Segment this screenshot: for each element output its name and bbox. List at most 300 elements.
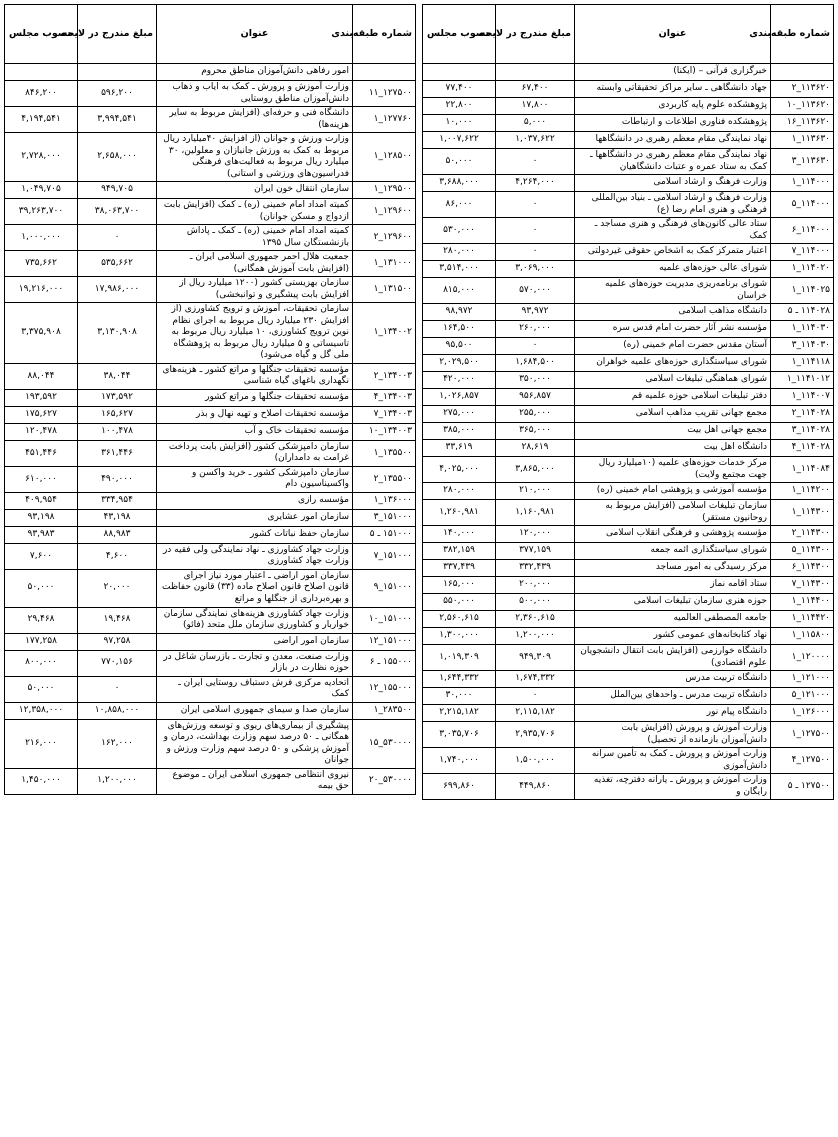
cell-approved: ۳۹,۲۶۳,۷۰۰ — [5, 199, 78, 225]
cell-title: وزارت ورزش و جوانان (از افزایش ۴۰میلیارد ریال مربوط به کمک به ورزش جانبازان و معلولین، ۳۰ میلیارد ریال مربوط به فعالیت‌های فرهنگی فدراسیون‌های ورزشی و استانی) — [157, 133, 353, 182]
cell-bill-amount: ۳۶۵,۰۰۰ — [496, 423, 575, 440]
table-row — [423, 594, 834, 611]
cell-code: ۱۱۴۰۳۰_۳ — [771, 338, 834, 355]
cell-title: سازمان صدا و سیمای جمهوری اسلامی ایران — [157, 702, 353, 719]
cell-title: سازمان دامپزشکی کشور (افزایش بابت پرداخت غرامت به دامداران) — [157, 440, 353, 466]
cell-code: ۱۳۱۰۰۰_۱ — [353, 251, 416, 277]
budget-table-right — [422, 4, 834, 800]
cell-approved: ۲,۵۶۰,۶۱۵ — [423, 611, 496, 628]
cell-approved: ۱۰,۰۰۰ — [423, 115, 496, 132]
cell-code: ۱۲۱۰۰۰_۱ — [771, 671, 834, 688]
cell-code: ۱۱۳۶۲۰_۱۰ — [771, 98, 834, 115]
cell-title: وزارت آموزش و پرورش (افزایش بابت دانش‌آموزان بازمانده از تحصیل) — [575, 722, 771, 748]
cell-title: شورای هماهنگی تبلیغات اسلامی — [575, 372, 771, 389]
table-row — [5, 440, 416, 466]
table-row — [5, 423, 416, 440]
table-row — [423, 500, 834, 526]
cell-bill-amount: ۵۷۰,۰۰۰ — [496, 278, 575, 304]
table-row — [423, 192, 834, 218]
cell-approved: ۷۳۵,۶۶۲ — [5, 251, 78, 277]
table-row — [5, 277, 416, 303]
cell-code: ۱۳۱۵۰۰_۱ — [353, 277, 416, 303]
cell-title: خبرگزاری قرآنی – (ایکنا) — [575, 64, 771, 81]
table-row — [423, 261, 834, 278]
cell-code: ۵۳۰۰۰۰_۱۵ — [353, 719, 416, 768]
cell-code: ۱۱۴۰۲۸ ـ ۵ — [771, 304, 834, 321]
table-row — [423, 304, 834, 321]
cell-approved: ۱۲۰,۴۷۸ — [5, 423, 78, 440]
cell-approved: ۲,۰۲۹,۵۰۰ — [423, 355, 496, 372]
cell-title: پژوهشکده فناوری اطلاعات و ارتباطات — [575, 115, 771, 132]
cell-bill-amount: ۱,۱۶۰,۹۸۱ — [496, 500, 575, 526]
cell-code: ۱۱۴۰۰۰_۷ — [771, 244, 834, 261]
cell-code: ۱۵۵۰۰۰ ـ ۶ — [353, 650, 416, 676]
cell-code: ۱۱۴۲۰۰_۱ — [771, 483, 834, 500]
cell-bill-amount: ۳,۰۶۹,۰۰۰ — [496, 261, 575, 278]
cell-bill-amount: ۳۸,۰۴۴ — [78, 363, 157, 389]
cell-bill-amount: ۱,۰۳۷,۶۲۲ — [496, 132, 575, 149]
cell-bill-amount: ۹۴۹,۳۰۹ — [496, 645, 575, 671]
cell-title: کمیته امداد امام خمینی (ره) ـ کمک (افزایش بابت ازدواج و مسکن جوانان) — [157, 199, 353, 225]
header-approved: مصوب مجلس — [423, 5, 496, 64]
cell-bill-amount: ۴,۲۶۴,۰۰۰ — [496, 175, 575, 192]
cell-bill-amount — [78, 64, 157, 81]
table-row — [5, 199, 416, 225]
cell-approved: ۱۶۵,۰۰۰ — [423, 577, 496, 594]
cell-code: ۱۱۴۴۲۰_۱ — [771, 611, 834, 628]
cell-bill-amount: ۰ — [496, 688, 575, 705]
cell-code: ۱۱۴۳۰۰_۶ — [771, 560, 834, 577]
cell-code: ۱۳۴۰۰۳_۲ — [353, 363, 416, 389]
cell-approved: ۱۷۵,۶۲۷ — [5, 406, 78, 423]
table-row — [5, 607, 416, 633]
table-row — [423, 671, 834, 688]
table-row — [5, 133, 416, 182]
table-row — [423, 688, 834, 705]
cell-code: ۱۲۰۰۰۰_۱ — [771, 645, 834, 671]
cell-code: ۱۱۴۰۲۸_۲ — [771, 406, 834, 423]
table-row — [423, 457, 834, 483]
cell-approved: ۱,۶۴۴,۳۳۲ — [423, 671, 496, 688]
cell-title: مؤسسه آموزشی و پژوهشی امام خمینی (ره) — [575, 483, 771, 500]
cell-code: ۱۲۶۰۰۰_۱ — [771, 705, 834, 722]
cell-code: ۱۱۴۳۰۰_۱ — [771, 500, 834, 526]
cell-approved: ۵۰,۰۰۰ — [5, 569, 78, 607]
cell-code: ۱۱۴۱۰۱۲_۱ — [771, 372, 834, 389]
cell-title: مؤسسه تحقیقات اصلاح و تهیه نهال و بذر — [157, 406, 353, 423]
cell-bill-amount: ۱۰۰,۴۷۸ — [78, 423, 157, 440]
cell-approved: ۸۴۶,۲۰۰ — [5, 81, 78, 107]
cell-bill-amount: ۹۴۹,۷۰۵ — [78, 182, 157, 199]
cell-title: مجمع جهانی اهل بیت — [575, 423, 771, 440]
cell-approved: ۱,۳۰۰,۰۰۰ — [423, 628, 496, 645]
cell-code: ۱۲۷۵۰۰_۱ — [771, 722, 834, 748]
cell-bill-amount: ۰ — [496, 338, 575, 355]
cell-approved: ۹۸,۹۷۲ — [423, 304, 496, 321]
cell-bill-amount: ۱۶۲,۰۰۰ — [78, 719, 157, 768]
table-row — [423, 389, 834, 406]
table-row — [423, 338, 834, 355]
cell-bill-amount: ۳۶۱,۴۴۶ — [78, 440, 157, 466]
table-row — [5, 107, 416, 133]
cell-approved: ۹۳,۹۸۳ — [5, 526, 78, 543]
table-row — [423, 423, 834, 440]
cell-title: مؤسسه پژوهشی و فرهنگی انقلاب اسلامی — [575, 526, 771, 543]
cell-approved: ۵۰,۰۰۰ — [5, 676, 78, 702]
table-row — [423, 278, 834, 304]
cell-bill-amount: ۵۹۶,۲۰۰ — [78, 81, 157, 107]
cell-bill-amount: ۳۳۲,۴۳۹ — [496, 560, 575, 577]
cell-bill-amount: ۵,۰۰۰ — [496, 115, 575, 132]
cell-code: ۱۲۹۶۰۰_۱ — [353, 199, 416, 225]
cell-approved: ۱۹,۲۱۶,۰۰۰ — [5, 277, 78, 303]
cell-approved: ۶۱۰,۰۰۰ — [5, 466, 78, 492]
cell-bill-amount: ۲,۶۵۸,۰۰۰ — [78, 133, 157, 182]
cell-approved: ۱,۰۱۹,۳۰۹ — [423, 645, 496, 671]
cell-title: نیروی انتظامی جمهوری اسلامی ایران ـ موضوع حق بیمه — [157, 768, 353, 794]
cell-title: وزارت فرهنگ و ارشاد اسلامی — [575, 175, 771, 192]
cell-title: آستان مقدس حضرت امام خمینی (ره) — [575, 338, 771, 355]
cell-code: ۵۳۰۰۰۰_۲۰ — [353, 768, 416, 794]
cell-bill-amount: ۲۱۰,۰۰۰ — [496, 483, 575, 500]
cell-code: ۱۳۴۰۰۲_۱ — [353, 303, 416, 364]
cell-title: سازمان حفظ نباتات کشور — [157, 526, 353, 543]
cell-title: مجمع جهانی تقریب مذاهب اسلامی — [575, 406, 771, 423]
cell-approved: ۱۹۳,۵۹۲ — [5, 389, 78, 406]
cell-bill-amount: ۲۰,۰۰۰ — [78, 569, 157, 607]
cell-bill-amount: ۸۸,۹۸۳ — [78, 526, 157, 543]
cell-code: ۱۲۷۵۰۰_۱۱ — [353, 81, 416, 107]
cell-title: جمعیت هلال احمر جمهوری اسلامی ایران ـ (افزایش بابت آموزش همگانی) — [157, 251, 353, 277]
cell-approved: ۵۳۰,۰۰۰ — [423, 218, 496, 244]
table-row — [5, 509, 416, 526]
cell-title: شورای سیاستگذاری حوزه‌های علمیه خواهران — [575, 355, 771, 372]
cell-code: ۱۱۴۰۰۰_۱ — [771, 175, 834, 192]
cell-approved: ۴۵۱,۴۴۶ — [5, 440, 78, 466]
table-row — [5, 64, 416, 81]
cell-title: دفتر تبلیغات اسلامی حوزه علمیه قم — [575, 389, 771, 406]
table-row — [423, 577, 834, 594]
cell-code: ۱۱۵۸۰۰_۱ — [771, 628, 834, 645]
cell-bill-amount: ۴۹۰,۰۰۰ — [78, 466, 157, 492]
cell-bill-amount: ۷۷۰,۱۵۶ — [78, 650, 157, 676]
header-bill-amount: مبلغ مندرج در لایحه — [496, 5, 575, 64]
cell-code — [353, 64, 416, 81]
cell-title: دانشگاه مذاهب اسلامی — [575, 304, 771, 321]
cell-approved: ۳,۶۸۸,۰۰۰ — [423, 175, 496, 192]
cell-title: وزارت صنعت، معدن و تجارت ـ بازرسان شاغل در حوزه نظارت در بازار — [157, 650, 353, 676]
cell-approved: ۶۹۹,۸۶۰ — [423, 774, 496, 800]
cell-code: ۱۵۱۰۰۰ ـ ۵ — [353, 526, 416, 543]
cell-approved: ۱۷۷,۲۵۸ — [5, 633, 78, 650]
header-code: شماره طبقه‌بندی — [771, 5, 834, 64]
cell-approved: ۲۹,۴۶۸ — [5, 607, 78, 633]
cell-approved: ۷,۶۰۰ — [5, 543, 78, 569]
cell-title: دانشگاه خوارزمی (افزایش بابت انتقال دانشجویان علوم اقتصادی) — [575, 645, 771, 671]
table-row — [423, 440, 834, 457]
cell-title: مرکز خدمات حوزه‌های علمیه (۱۰میلیارد ریال جهت مجتمع ولایت) — [575, 457, 771, 483]
cell-approved: ۱,۴۵۰,۰۰۰ — [5, 768, 78, 794]
cell-title: مؤسسه تحقیقات جنگلها و مراتع کشور — [157, 389, 353, 406]
cell-bill-amount: ۲,۹۳۵,۷۰۶ — [496, 722, 575, 748]
cell-approved: ۱,۰۰۰,۰۰۰ — [5, 225, 78, 251]
table-row — [5, 492, 416, 509]
cell-code: ۱۵۱۰۰۰_۱۰ — [353, 607, 416, 633]
table-row — [423, 115, 834, 132]
cell-bill-amount: ۱۶۵,۶۲۷ — [78, 406, 157, 423]
cell-approved: ۱,۰۰۷,۶۲۲ — [423, 132, 496, 149]
cell-bill-amount: ۰ — [496, 218, 575, 244]
cell-title: مؤسسه رازی — [157, 492, 353, 509]
table-row — [5, 225, 416, 251]
cell-code: ۱۳۶۰۰۰_۱ — [353, 492, 416, 509]
cell-approved: ۳۳۷,۴۳۹ — [423, 560, 496, 577]
cell-approved — [5, 64, 78, 81]
table-row — [423, 81, 834, 98]
cell-bill-amount: ۱,۵۰۰,۰۰۰ — [496, 748, 575, 774]
table-row — [5, 702, 416, 719]
header-title: عنوان — [157, 5, 353, 64]
cell-title: وزارت جهاد کشاورزی هزینه‌های نمایندگی سازمان خواربار و کشاورزی سازمان ملل متحد (فائو) — [157, 607, 353, 633]
cell-bill-amount: ۰ — [496, 244, 575, 261]
cell-code: ۱۲۱۰۰۰_۵ — [771, 688, 834, 705]
cell-approved: ۲۱۶,۰۰۰ — [5, 719, 78, 768]
cell-bill-amount: ۱۲۰,۰۰۰ — [496, 526, 575, 543]
table-row — [423, 748, 834, 774]
table-row — [423, 705, 834, 722]
cell-title: مرکز رسیدگی به امور مساجد — [575, 560, 771, 577]
cell-bill-amount: ۲۸,۶۱۹ — [496, 440, 575, 457]
cell-title: نهاد نمایندگی مقام معظم رهبری در دانشگاهها — [575, 132, 771, 149]
cell-code: ۱۱۴۰۰۷_۱ — [771, 389, 834, 406]
cell-code: ۱۳۴۰۰۳_۱۰ — [353, 423, 416, 440]
cell-approved: ۱۲,۳۵۸,۰۰۰ — [5, 702, 78, 719]
table-row — [423, 543, 834, 560]
cell-approved: ۳۸۵,۰۰۰ — [423, 423, 496, 440]
cell-title: سازمان تحقیقات، آموزش و ترویج کشاورزی (از افزایش ۲۳۰ میلیارد ریال مربوط به اجرای نظام نوین ترویج کشاورزی، ۱۰ میلیارد ریال مربوط به تاسیساتی و ۵ میلیارد ریال مربوط به پژوهشگاه ملی گل و گیاه می‌شود) — [157, 303, 353, 364]
cell-code: ۱۳۴۰۰۳_۴ — [353, 389, 416, 406]
cell-code: ۱۵۱۰۰۰_۱۲ — [353, 633, 416, 650]
cell-title: دانشگاه تربیت مدرس ـ واحدهای بین‌الملل — [575, 688, 771, 705]
cell-title: سازمان امور اراضی ـ اعتبار مورد نیاز اجرای قانون اصلاح قانون اصلاح ماده (۳۳) قانون حفاظت و بهره‌برداری از جنگلها و مراتع — [157, 569, 353, 607]
cell-approved: ۳,۳۷۵,۹۰۸ — [5, 303, 78, 364]
cell-code: ۱۲۷۵۰۰_۴ — [771, 748, 834, 774]
cell-bill-amount: ۲۶۰,۰۰۰ — [496, 321, 575, 338]
cell-bill-amount: ۴۳,۱۹۸ — [78, 509, 157, 526]
table-row — [423, 355, 834, 372]
header-approved: مصوب مجلس — [5, 5, 78, 64]
cell-bill-amount: ۹۳,۹۷۲ — [496, 304, 575, 321]
cell-bill-amount: ۱۷,۹۸۶,۰۰۰ — [78, 277, 157, 303]
cell-title: دانشگاه تربیت مدرس — [575, 671, 771, 688]
table-row — [423, 645, 834, 671]
cell-code: ۱۳۵۵۰۰_۱ — [353, 440, 416, 466]
table-row — [5, 543, 416, 569]
cell-bill-amount: ۲۵۵,۰۰۰ — [496, 406, 575, 423]
cell-title: حوزه هنری سازمان تبلیغات اسلامی — [575, 594, 771, 611]
cell-code: ۱۱۴۳۰۰_۵ — [771, 543, 834, 560]
cell-bill-amount: ۱,۶۷۴,۳۳۲ — [496, 671, 575, 688]
cell-bill-amount: ۳۷۷,۱۵۹ — [496, 543, 575, 560]
cell-code: ۱۱۴۳۰۰_۷ — [771, 577, 834, 594]
table-row — [423, 132, 834, 149]
cell-bill-amount: ۱۰,۸۵۸,۰۰۰ — [78, 702, 157, 719]
cell-bill-amount: ۲,۳۶۰,۶۱۵ — [496, 611, 575, 628]
cell-title: سازمان تبلیغات اسلامی (افزایش مربوط به روحانیون مستقر) — [575, 500, 771, 526]
cell-approved: ۴۰۹,۹۵۴ — [5, 492, 78, 509]
cell-approved: ۱۴۰,۰۰۰ — [423, 526, 496, 543]
table-header — [5, 5, 416, 64]
cell-bill-amount: ۲۰۰,۰۰۰ — [496, 577, 575, 594]
cell-code: ۱۲۷۵۰۰ ـ ۵ — [771, 774, 834, 800]
cell-title: جهاد دانشگاهی ـ سایر مراکز تحقیقاتی وابسته — [575, 81, 771, 98]
table-row — [5, 251, 416, 277]
cell-title: اتحادیه مرکزی فرش دستباف روستایی ایران ـ کمک — [157, 676, 353, 702]
cell-bill-amount: ۰ — [78, 676, 157, 702]
cell-code: ۱۱۴۰۲۸_۴ — [771, 440, 834, 457]
cell-code: ۱۳۵۵۰۰_۲ — [353, 466, 416, 492]
cell-approved: ۲۸۰,۰۰۰ — [423, 483, 496, 500]
cell-approved: ۸۰۰,۰۰۰ — [5, 650, 78, 676]
cell-approved: ۱,۰۲۶,۸۵۷ — [423, 389, 496, 406]
cell-title: سازمان امور عشایری — [157, 509, 353, 526]
cell-title: شورای سیاستگذاری ائمه جمعه — [575, 543, 771, 560]
cell-title: دانشگاه پیام نور — [575, 705, 771, 722]
cell-code — [771, 64, 834, 81]
cell-approved: ۱۶۴,۵۰۰ — [423, 321, 496, 338]
cell-title: وزارت جهاد کشاورزی ـ نهاد نمایندگی ولی فقیه در وزارت جهاد کشاورزی — [157, 543, 353, 569]
table-row — [5, 633, 416, 650]
cell-approved: ۴,۰۲۵,۰۰۰ — [423, 457, 496, 483]
cell-code: ۱۱۴۴۰۰_۱ — [771, 594, 834, 611]
cell-code: ۱۱۴۰۳۰_۱ — [771, 321, 834, 338]
cell-approved: ۲,۲۱۵,۱۸۲ — [423, 705, 496, 722]
cell-code: ۲۸۳۵۰۰_۱ — [353, 702, 416, 719]
cell-approved: ۹۵,۵۰۰ — [423, 338, 496, 355]
cell-title: ستاد عالی کانون‌های فرهنگی و هنری مساجد ـ کمک — [575, 218, 771, 244]
table-row — [423, 526, 834, 543]
cell-title: وزارت فرهنگ و ارشاد اسلامی ـ بنیاد بین‌المللی فرهنگی و هنری امام رضا (ع) — [575, 192, 771, 218]
cell-code: ۱۱۴۰۰۰_۶ — [771, 218, 834, 244]
table-row — [5, 526, 416, 543]
cell-approved: ۹۳,۱۹۸ — [5, 509, 78, 526]
table-row — [423, 628, 834, 645]
header-title: عنوان — [575, 5, 771, 64]
cell-bill-amount: ۳۳۴,۹۵۴ — [78, 492, 157, 509]
cell-bill-amount: ۱,۶۸۴,۵۰۰ — [496, 355, 575, 372]
cell-approved: ۲۷۵,۰۰۰ — [423, 406, 496, 423]
cell-approved: ۱,۷۴۰,۰۰۰ — [423, 748, 496, 774]
table-row — [423, 560, 834, 577]
cell-bill-amount: ۳۸,۰۶۳,۷۰۰ — [78, 199, 157, 225]
cell-title: ستاد اقامه نماز — [575, 577, 771, 594]
cell-code: ۱۱۳۶۲۰_۲ — [771, 81, 834, 98]
cell-code: ۱۱۴۱۱۸_۱ — [771, 355, 834, 372]
table-row — [5, 389, 416, 406]
cell-bill-amount: ۱۷,۸۰۰ — [496, 98, 575, 115]
cell-approved: ۲,۷۲۸,۰۰۰ — [5, 133, 78, 182]
cell-code: ۱۳۴۰۰۳_۷ — [353, 406, 416, 423]
cell-approved: ۵۵۰,۰۰۰ — [423, 594, 496, 611]
cell-title: سازمان امور اراضی — [157, 633, 353, 650]
cell-title: دانشگاه فنی و حرفه‌ای (افزایش مربوط به سایر هزینه‌ها) — [157, 107, 353, 133]
cell-bill-amount: ۳۵۰,۰۰۰ — [496, 372, 575, 389]
table-row — [5, 303, 416, 364]
table-header — [423, 5, 834, 64]
cell-title: شورای برنامه‌ریزی مدیریت حوزه‌های علمیه خراسان — [575, 278, 771, 304]
cell-title: سازمان انتقال خون ایران — [157, 182, 353, 199]
cell-code: ۱۲۷۷۶۰_۱ — [353, 107, 416, 133]
cell-code: ۱۵۱۰۰۰_۳ — [353, 509, 416, 526]
cell-approved: ۴۲۰,۰۰۰ — [423, 372, 496, 389]
cell-code: ۱۵۱۰۰۰_۹ — [353, 569, 416, 607]
cell-bill-amount: ۹۷,۲۵۸ — [78, 633, 157, 650]
cell-approved: ۸۱۵,۰۰۰ — [423, 278, 496, 304]
table-row — [423, 64, 834, 81]
cell-approved: ۴,۱۹۴,۵۴۱ — [5, 107, 78, 133]
cell-bill-amount: ۱۹,۴۶۸ — [78, 607, 157, 633]
cell-code: ۱۱۴۰۲۸_۳ — [771, 423, 834, 440]
cell-code: ۱۱۳۶۲۰_۱۶ — [771, 115, 834, 132]
table-row — [423, 149, 834, 175]
table-row — [5, 182, 416, 199]
table-row — [423, 406, 834, 423]
cell-approved: ۳,۵۱۴,۰۰۰ — [423, 261, 496, 278]
cell-code: ۱۱۴۰۲۰_۱ — [771, 261, 834, 278]
table-row — [423, 175, 834, 192]
table-row — [423, 98, 834, 115]
cell-bill-amount: ۲,۱۱۵,۱۸۲ — [496, 705, 575, 722]
cell-title: امور رفاهی دانش‌آموزان مناطق محروم — [157, 64, 353, 81]
cell-approved: ۳,۰۳۵,۷۰۶ — [423, 722, 496, 748]
cell-code: ۱۲۹۶۰۰_۲ — [353, 225, 416, 251]
cell-approved: ۸۸,۰۴۴ — [5, 363, 78, 389]
cell-code: ۱۱۳۶۳۰_۳ — [771, 149, 834, 175]
table-row — [5, 466, 416, 492]
cell-title: نهاد کتابخانه‌های عمومی کشور — [575, 628, 771, 645]
cell-approved: ۳۳,۶۱۹ — [423, 440, 496, 457]
table-row — [5, 569, 416, 607]
table-row — [5, 650, 416, 676]
cell-approved: ۱,۲۶۰,۹۸۱ — [423, 500, 496, 526]
table-row — [5, 719, 416, 768]
cell-bill-amount: ۶۷,۴۰۰ — [496, 81, 575, 98]
header-code: شماره طبقه‌بندی — [353, 5, 416, 64]
cell-title: نهاد نمایندگی مقام معظم رهبری در دانشگاهها ـ کمک به ستاد عمره و عتبات دانشگاهیان — [575, 149, 771, 175]
table-row — [5, 363, 416, 389]
cell-bill-amount: ۴,۶۰۰ — [78, 543, 157, 569]
cell-code: ۱۱۴۰۰۰_۵ — [771, 192, 834, 218]
cell-title: مؤسسه نشر آثار حضرت امام قدس سره — [575, 321, 771, 338]
cell-bill-amount: ۰ — [496, 192, 575, 218]
cell-bill-amount: ۴۴۹,۸۶۰ — [496, 774, 575, 800]
cell-approved: ۱,۰۴۹,۷۰۵ — [5, 182, 78, 199]
table-row — [5, 676, 416, 702]
cell-bill-amount: ۱,۲۰۰,۰۰۰ — [496, 628, 575, 645]
cell-title: پیشگیری از بیماری‌های ریوی و توسعه ورزش‌های همگانی ـ ۵۰ درصد سهم وزارت بهداشت، درمان و آموزش پزشکی و ۵۰ درصد سهم وزارت ورزش و جوانان — [157, 719, 353, 768]
table-row — [423, 218, 834, 244]
cell-title: مؤسسه تحقیقات خاک و آب — [157, 423, 353, 440]
cell-code: ۱۱۳۶۳۰_۱ — [771, 132, 834, 149]
cell-bill-amount: ۳,۹۹۴,۵۴۱ — [78, 107, 157, 133]
cell-bill-amount: ۰ — [78, 225, 157, 251]
cell-title: سازمان دامپزشکی کشور ـ خرید واکسن و واکسیناسیون دام — [157, 466, 353, 492]
budget-table-left — [4, 4, 416, 795]
table-row — [423, 774, 834, 800]
header-bill-amount: مبلغ مندرج در لایحه — [78, 5, 157, 64]
table-row — [423, 722, 834, 748]
table-row — [5, 406, 416, 423]
